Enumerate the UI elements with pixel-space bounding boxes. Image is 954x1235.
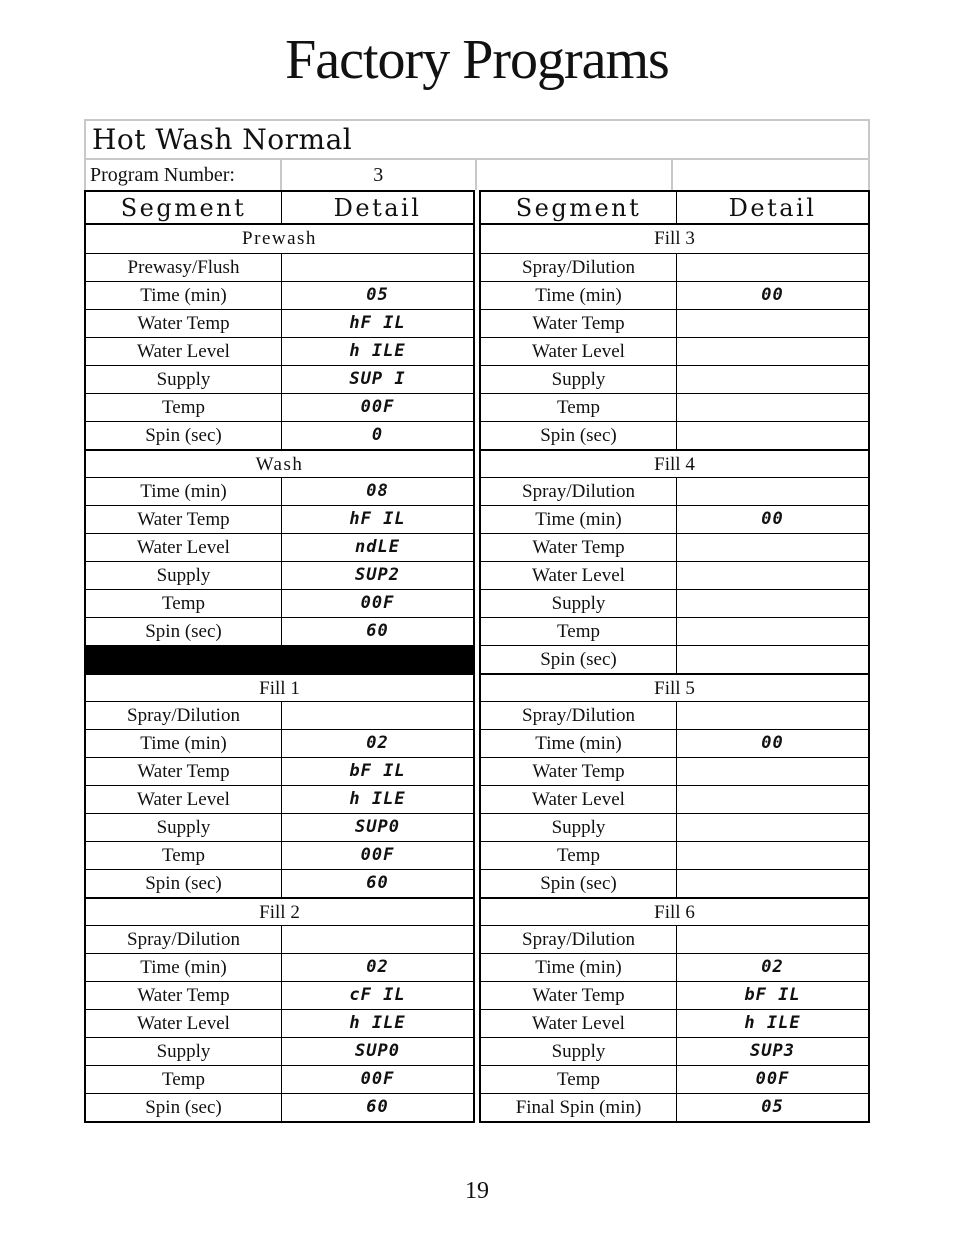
table-row [481, 253, 868, 281]
detail-cell: 00 [761, 285, 784, 305]
table-row [86, 701, 473, 729]
table-row [86, 533, 473, 561]
table-row [481, 1065, 868, 1093]
section-label: Fill 1 [259, 678, 300, 699]
segment-cell: Prewasy/Flush [86, 254, 282, 281]
segment-cell: Spray/Dilution [481, 478, 677, 505]
segment-cell: Supply [481, 1038, 677, 1065]
segment-cell: Water Level [481, 338, 677, 365]
segment-cell: Spin (sec) [86, 870, 282, 897]
detail-cell: 60 [366, 1097, 389, 1117]
program-sheet [84, 119, 870, 1123]
detail-cell [677, 702, 868, 729]
section-label: Fill 4 [654, 454, 695, 475]
table-row [86, 925, 473, 953]
segment-cell: Temp [86, 590, 282, 617]
right-segment-table [479, 190, 870, 1123]
table-row [481, 841, 868, 869]
detail-cell: 00F [360, 845, 395, 865]
detail-cell [677, 646, 868, 673]
table-row [481, 785, 868, 813]
detail-cell: ndLE [355, 537, 400, 557]
segment-cell: Water Temp [481, 758, 677, 785]
detail-cell [677, 394, 868, 421]
segment-cell: Water Level [86, 534, 282, 561]
table-row [481, 617, 868, 645]
table-row [481, 981, 868, 1009]
table-row [86, 309, 473, 337]
table-row [481, 645, 868, 673]
detail-cell: bF IL [349, 761, 406, 781]
empty-cell [477, 160, 673, 190]
table-row [86, 869, 473, 897]
detail-cell: SUP0 [355, 1041, 400, 1061]
segment-cell: Spin (sec) [86, 422, 282, 449]
segment-cell: Spin (sec) [481, 646, 677, 673]
table-row [86, 337, 473, 365]
segment-cell: Spray/Dilution [481, 702, 677, 729]
table-row [86, 729, 473, 757]
detail-cell [677, 338, 868, 365]
detail-cell: 05 [366, 285, 389, 305]
program-name: Hot Wash Normal [86, 121, 868, 160]
program-number-value: 3 [282, 160, 478, 190]
detail-cell [677, 842, 868, 869]
table-row [86, 1065, 473, 1093]
segment-cell: Supply [86, 1038, 282, 1065]
table-row [86, 281, 473, 309]
program-header [84, 119, 870, 190]
detail-cell: 02 [366, 957, 389, 977]
segment-cell: Spin (sec) [86, 618, 282, 645]
segment-cell: Time (min) [86, 730, 282, 757]
table-row [481, 365, 868, 393]
section-label: Wash [255, 454, 304, 475]
segment-cell: Temp [481, 618, 677, 645]
segment-cell: Water Level [86, 338, 282, 365]
segment-cell: Temp [481, 1066, 677, 1093]
section-row [86, 449, 473, 477]
table-row [86, 477, 473, 505]
table-row [481, 1009, 868, 1037]
detail-cell [677, 814, 868, 841]
section-row [86, 225, 473, 253]
segment-cell: Spray/Dilution [481, 926, 677, 953]
section-row [481, 897, 868, 925]
segment-cell: Final Spin (min) [481, 1094, 677, 1121]
section-row [86, 897, 473, 925]
table-row [481, 337, 868, 365]
section-label: Fill 3 [654, 228, 695, 249]
table-row [86, 757, 473, 785]
detail-cell [677, 562, 868, 589]
detail-cell: 00F [360, 1069, 395, 1089]
detail-header: Detail [728, 194, 817, 222]
detail-cell [282, 254, 473, 281]
table-row [86, 841, 473, 869]
table-row [481, 589, 868, 617]
page-title: Factory Programs [285, 29, 669, 91]
table-row [481, 533, 868, 561]
detail-cell: 60 [366, 621, 389, 641]
table-row [481, 505, 868, 533]
table-row [86, 505, 473, 533]
segment-cell: Water Level [86, 1010, 282, 1037]
blackout-row [86, 645, 473, 673]
detail-cell: 00F [360, 397, 395, 417]
detail-cell: SUP2 [355, 565, 400, 585]
segment-cell: Spray/Dilution [481, 254, 677, 281]
segment-header: Segment [481, 192, 677, 223]
table-row [481, 729, 868, 757]
table-row [481, 813, 868, 841]
table-row [86, 785, 473, 813]
detail-cell: hF IL [349, 509, 406, 529]
segment-cell: Time (min) [481, 506, 677, 533]
detail-cell: 02 [761, 957, 784, 977]
program-number-row [86, 160, 868, 190]
segment-cell: Water Level [481, 786, 677, 813]
table-row [86, 253, 473, 281]
segment-cell: Water Temp [86, 506, 282, 533]
segment-cell: Water Level [481, 1010, 677, 1037]
table-row [86, 617, 473, 645]
table-row [481, 393, 868, 421]
table-row [86, 981, 473, 1009]
segment-cell: Temp [481, 842, 677, 869]
segment-cell: Water Level [86, 786, 282, 813]
detail-cell [677, 254, 868, 281]
table-row [86, 1009, 473, 1037]
detail-cell [677, 478, 868, 505]
segment-cell: Time (min) [481, 282, 677, 309]
segment-cell: Spin (sec) [86, 1094, 282, 1121]
detail-cell: SUP3 [750, 1041, 795, 1061]
segment-cell: Time (min) [481, 730, 677, 757]
section-row [86, 673, 473, 701]
table-row [86, 1037, 473, 1065]
detail-cell [677, 534, 868, 561]
table-header-row [481, 192, 868, 225]
segment-cell: Water Temp [481, 534, 677, 561]
detail-cell [677, 870, 868, 897]
table-row [86, 1093, 473, 1121]
detail-cell: bF IL [744, 985, 801, 1005]
segment-cell: Temp [86, 842, 282, 869]
table-row [481, 757, 868, 785]
segment-cell: Spray/Dilution [86, 702, 282, 729]
segment-cell: Temp [86, 1066, 282, 1093]
table-row [481, 561, 868, 589]
segment-cell: Supply [481, 814, 677, 841]
table-row [481, 1037, 868, 1065]
segment-cell: Supply [481, 366, 677, 393]
page-number: 19 [465, 1178, 489, 1204]
table-row [86, 813, 473, 841]
detail-cell: 00F [755, 1069, 790, 1089]
segment-cell: Temp [481, 394, 677, 421]
table-row [481, 477, 868, 505]
detail-cell: SUP I [349, 369, 406, 389]
section-label: Fill 6 [654, 902, 695, 923]
table-row [481, 1093, 868, 1121]
segment-cell: Water Level [481, 562, 677, 589]
left-segment-table [84, 190, 475, 1123]
segment-header: Segment [86, 192, 282, 223]
table-header-row [86, 192, 473, 225]
section-row [481, 449, 868, 477]
detail-cell: 60 [366, 873, 389, 893]
detail-cell: h ILE [744, 1013, 801, 1033]
detail-cell [677, 926, 868, 953]
segment-cell: Time (min) [86, 282, 282, 309]
detail-cell: 00 [761, 509, 784, 529]
segment-cell: Time (min) [86, 478, 282, 505]
detail-cell: 02 [366, 733, 389, 753]
segment-cell: Water Temp [86, 982, 282, 1009]
segment-cell: Temp [86, 394, 282, 421]
section-label: Fill 2 [259, 902, 300, 923]
detail-cell [282, 702, 473, 729]
segment-cell: Supply [86, 562, 282, 589]
table-row [86, 393, 473, 421]
segment-cell: Supply [86, 814, 282, 841]
detail-cell [677, 366, 868, 393]
table-row [481, 309, 868, 337]
detail-cell [677, 310, 868, 337]
table-row [481, 701, 868, 729]
detail-cell: h ILE [349, 341, 406, 361]
segment-cell: Spin (sec) [481, 870, 677, 897]
detail-cell: 0 [371, 425, 384, 445]
table-row [86, 953, 473, 981]
detail-cell [282, 926, 473, 953]
table-row [481, 869, 868, 897]
detail-cell: 08 [366, 481, 389, 501]
section-row [481, 673, 868, 701]
section-label: Prewash [242, 228, 317, 249]
detail-cell: 00F [360, 593, 395, 613]
table-row [86, 365, 473, 393]
table-row [86, 421, 473, 449]
segment-columns [84, 190, 870, 1123]
table-row [86, 589, 473, 617]
table-row [86, 561, 473, 589]
empty-cell [673, 160, 869, 190]
detail-cell [677, 618, 868, 645]
table-row [481, 281, 868, 309]
segment-cell: Supply [481, 590, 677, 617]
program-number-label: Program Number: [86, 160, 282, 190]
detail-cell: 00 [761, 733, 784, 753]
detail-cell: h ILE [349, 789, 406, 809]
section-label: Fill 5 [654, 678, 695, 699]
detail-cell [677, 590, 868, 617]
segment-cell: Water Temp [86, 310, 282, 337]
detail-cell: 05 [761, 1097, 784, 1117]
detail-cell [677, 422, 868, 449]
segment-cell: Supply [86, 366, 282, 393]
segment-cell: Time (min) [86, 954, 282, 981]
segment-cell: Time (min) [481, 954, 677, 981]
detail-cell [677, 786, 868, 813]
detail-cell: SUP0 [355, 817, 400, 837]
segment-cell: Spray/Dilution [86, 926, 282, 953]
segment-cell: Water Temp [481, 982, 677, 1009]
detail-cell: h ILE [349, 1013, 406, 1033]
detail-cell: hF IL [349, 313, 406, 333]
detail-cell [677, 758, 868, 785]
table-row [481, 925, 868, 953]
segment-cell: Water Temp [481, 310, 677, 337]
table-row [481, 421, 868, 449]
section-row [481, 225, 868, 253]
segment-cell: Water Temp [86, 758, 282, 785]
table-row [481, 953, 868, 981]
detail-header: Detail [333, 194, 422, 222]
segment-cell: Spin (sec) [481, 422, 677, 449]
detail-cell: cF IL [349, 985, 406, 1005]
